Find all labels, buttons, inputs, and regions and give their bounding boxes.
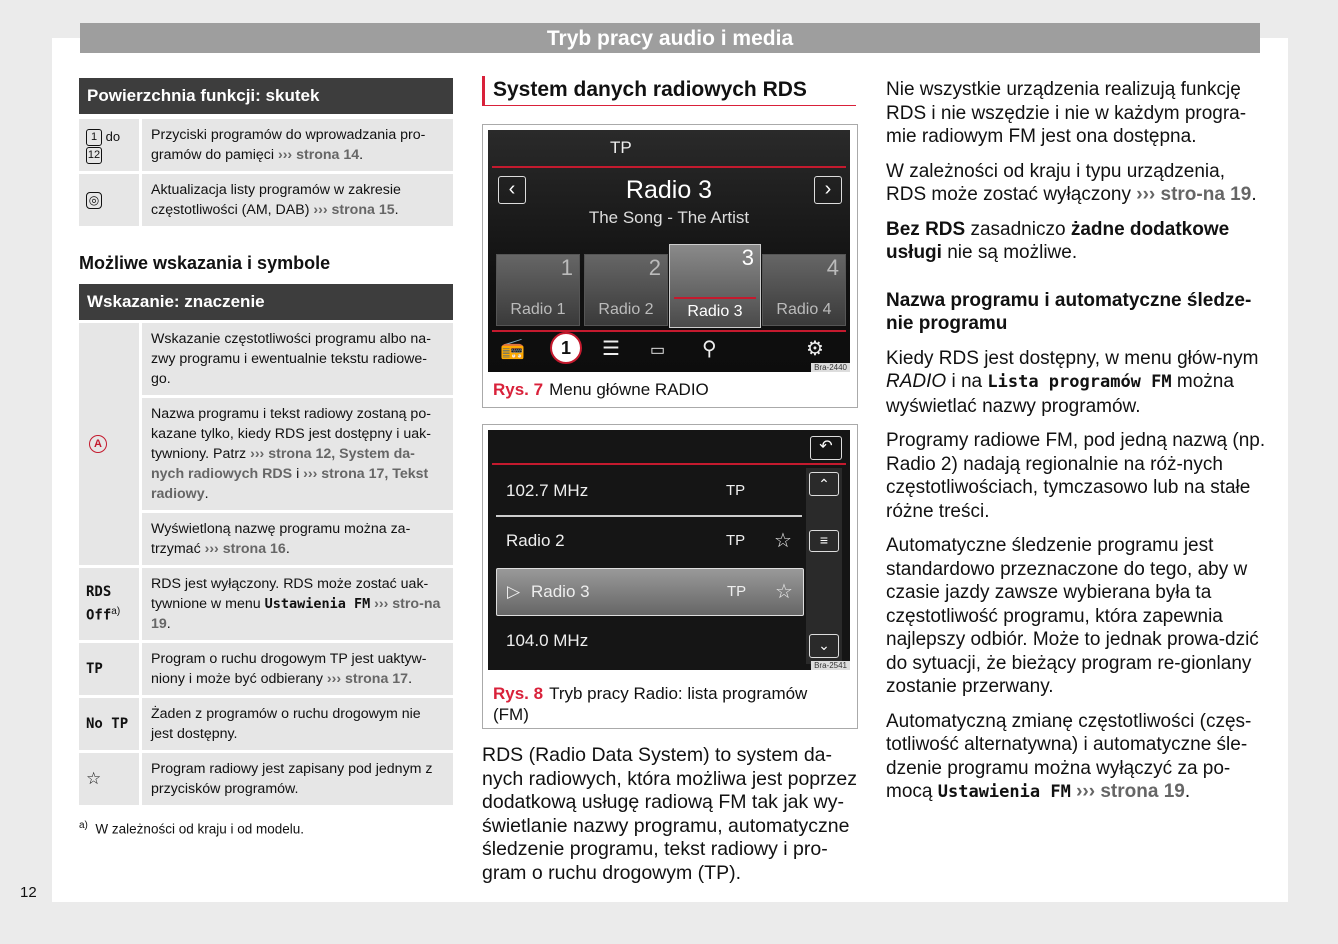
preset-tile[interactable] <box>584 254 668 326</box>
rds-description: RDS (Radio Data System) to system da-nych radiowych, która możliwa jest poprzez dodatkową usługę radiową FM tak jak wy-świetlanie nazwy programu, automatyczne śledzenie programu, tekst radiowy i pro-gram o ruchu drogowym (TP). <box>482 744 857 884</box>
page-reference: ››› strona 17 <box>326 671 409 687</box>
preset-tile[interactable] <box>496 254 580 326</box>
paragraph: Nie wszystkie urządzenia realizują funkcję RDS i nie wszędzie i nie w każdym progra-mie radiowym FM jest ona dostępna. <box>886 79 1247 147</box>
page-reference: ››› strona 17, Tekst radiowy <box>151 466 429 502</box>
paragraph-text: nie są możliwe. <box>941 242 1078 263</box>
no-tp-key: No TP <box>86 716 129 732</box>
row-text: Program o ruchu drogowym TP jest uaktyw-niony i może być odbierany <box>151 651 427 687</box>
preset-key-icon: 12 <box>86 147 102 164</box>
radio-source-icon[interactable]: 📻 <box>500 338 525 360</box>
divider <box>492 330 846 332</box>
subheading: Nazwa programu i automatyczne śledze-nie programu <box>886 289 1252 334</box>
station-label: 102.7 MHz <box>506 481 589 500</box>
bold-text: Bez RDS <box>886 218 966 240</box>
symbols-heading: Możliwe wskazania i symbole <box>79 253 331 273</box>
paragraph-text: i na <box>946 371 988 392</box>
presets-icon[interactable]: ▭ <box>650 342 666 359</box>
row-text-end: . <box>359 147 364 163</box>
menu-name: Ustawienia FM <box>264 596 371 612</box>
page-header: Tryb pracy audio i media <box>80 23 1260 53</box>
figure-caption: Tryb pracy Radio: lista programów (FM) <box>493 684 808 724</box>
functions-table <box>79 78 453 226</box>
station-label: 104.0 MHz <box>506 631 589 650</box>
row-text: Nazwa programu i tekst radiowy zostaną po-kazane tylko, kiedy RDS jest dostępny i uak-tywniony. Patrz <box>151 406 431 462</box>
tp-flag: TP <box>726 532 746 549</box>
station-name: Radio 3 <box>625 176 713 204</box>
preset-number: 4 <box>826 255 839 280</box>
table-row: RDS Off$^{a)}$ RDS jest wyłączony. RDS może zostać uak-tywnione w menu Ustawienia FM ››› stro-na 19. <box>79 565 453 640</box>
marker-a-icon: A <box>89 435 107 453</box>
selected-underline <box>674 297 756 299</box>
figure-number: Rys. 7 <box>493 380 544 399</box>
symbols-table <box>79 284 453 805</box>
functions-table-heading: Powierzchnia funkcji: skutek <box>79 78 453 114</box>
preset-number: 1 <box>560 255 573 280</box>
preset-tile-selected[interactable] <box>669 244 761 328</box>
paragraph-text: Kiedy RDS jest dostępny, w menu głów-nym <box>886 347 1259 369</box>
symbols-table-heading: Wskazanie: znaczenie <box>79 284 453 320</box>
row-text: Program radiowy jest zapisany pod jednym z przycisków programów. <box>139 753 453 805</box>
preset-number: 3 <box>741 245 754 270</box>
paragraph-text: Automatyczną zmianę częstotliwości (częs-totliwość alternatywna) i automatyczne śle-dzenie programu można wyłączyć za po-mocą <box>886 710 1252 802</box>
scroll-down-button[interactable]: ⌄ <box>809 634 839 658</box>
paragraph-text: można wyświetlać nazwy programów. <box>886 371 1234 417</box>
preset-label: Radio 4 <box>776 301 832 318</box>
preset-label: Radio 3 <box>687 303 743 320</box>
image-code: Bra-2541 <box>811 661 850 670</box>
table-row: A Wskazanie częstotliwości programu albo na-zwy programu i ewentualnie tekstu radiowe-go. Nazwa programu i tekst radiowy zostaną po-kazane tylko, kiedy RDS jest dostępny i uak-tywniony. Patrz ››› strona 12, System da-nych radiowych RDS i ››› strona 17, Tekst radiowy. Wyświetloną nazwę programu można za-trzymać ››› strona 16. <box>79 320 453 565</box>
table-row <box>79 114 453 171</box>
star-icon: ☆ <box>86 769 102 788</box>
scroll-handle-icon[interactable]: ≡ <box>809 530 839 552</box>
tp-flag: TP <box>726 482 746 499</box>
page-reference: ››› strona 16 <box>204 541 286 557</box>
row-text: Żaden z programów o ruchu drogowym nie jest dostępny. <box>139 698 453 750</box>
page-reference: ››› strona 12, System da-nych radiowych RDS <box>151 446 415 482</box>
menu-name: RADIO <box>886 371 947 392</box>
preset-label: Radio 2 <box>598 301 654 318</box>
list-item[interactable] <box>496 518 802 564</box>
page-number: 12 <box>20 884 37 901</box>
paragraph: W zależności od kraju i typu urządzenia, RDS może zostać wyłączony ››› stro-na 19. <box>886 160 1257 205</box>
row-text: Aktualizacja listy programów w zakresie częstotliwości (AM, DAB) <box>151 182 401 218</box>
paragraph: Automatyczne śledzenie programu jest standardowo przeznaczone do tego, aby w czasie jazdy zawsze wybierana była ta częstotliwość programu, która zapewnia najlepszy odbiór. Może to jednak prowa-dzić do sytuacji, że bieżący program re-gionlany zostanie przerwany. <box>886 535 1259 697</box>
paragraph-text: zasadniczo <box>965 218 1071 240</box>
station-list-screen <box>488 430 850 670</box>
station-label: Radio 3 <box>531 582 590 601</box>
preset-number: 2 <box>648 255 661 280</box>
paragraph-text: . <box>1184 781 1191 802</box>
section-title: System danych radiowych RDS <box>482 76 856 106</box>
page-reference: ››› strona 19 <box>1070 781 1185 802</box>
key-range-word: do <box>105 128 121 144</box>
list-item-selected[interactable] <box>496 568 804 616</box>
prev-station-button[interactable]: ‹ <box>498 176 526 204</box>
table-row: TP Program o ruchu drogowym TP jest uaktyw-niony i może być odbierany ››› strona 17. <box>79 640 453 695</box>
next-station-button[interactable]: › <box>814 176 842 204</box>
menu-name: Ustawienia FM <box>937 782 1071 802</box>
tp-key: TP <box>86 661 103 677</box>
preset-key-icon: 1 <box>86 129 102 146</box>
footnote-mark: a) <box>79 820 88 831</box>
paragraph-text: W zależności od kraju i typu urządzenia, RDS może zostać wyłączony <box>886 160 1225 205</box>
radio-button-icon: ◎ <box>86 192 102 209</box>
row-text: Wyświetloną nazwę programu można za-trzymać <box>151 521 411 557</box>
right-column <box>886 78 1266 816</box>
preset-label: Radio 1 <box>510 301 566 318</box>
station-label: Radio 2 <box>506 531 565 550</box>
row-text: RDS jest wyłączony. RDS może zostać uak-tywnione w menu <box>151 576 429 612</box>
paragraph: Programy radiowe FM, pod jedną nazwą (np. Radio 2) nadają regionalnie na róż-nych częstotliwościach, tymczasowo lub na stałe różne treści. <box>886 430 1266 522</box>
paragraph <box>886 347 1266 419</box>
divider <box>492 166 846 168</box>
divider <box>496 515 802 517</box>
figure-caption: Menu główne RADIO <box>549 380 709 399</box>
table-row <box>79 171 453 226</box>
figure-number: Rys. 8 <box>493 684 544 703</box>
tp-flag: TP <box>727 583 747 600</box>
callout-marker: 1 <box>550 332 582 364</box>
radio-main-screen <box>488 130 850 372</box>
star-icon[interactable]: ☆ <box>774 530 792 552</box>
list-item[interactable] <box>496 468 802 514</box>
row-text-end: . <box>394 202 399 218</box>
settings-icon[interactable]: ⚙ <box>806 338 824 360</box>
row-text-join: i <box>292 466 304 482</box>
row-text: Wskazanie częstotliwości programu albo na-zwy programu i ewentualnie tekstu radiowe-go. <box>151 331 431 387</box>
bold-text: żadne dodatkowe usługi <box>886 218 1230 263</box>
station-list-icon[interactable]: ☰ <box>602 338 620 360</box>
star-icon[interactable]: ☆ <box>775 581 793 603</box>
footnote-text: W zależności od kraju i od modelu. <box>95 821 305 837</box>
row-text: Przyciski programów do wprowadzania pro-gramów do pamięci <box>151 127 426 163</box>
preset-tile[interactable] <box>762 254 846 326</box>
page-reference: ››› stro-na 19 <box>151 596 441 632</box>
paragraph <box>886 710 1266 805</box>
footnote-mark: a) <box>111 606 121 618</box>
manual-tuning-icon[interactable]: ⚲ <box>702 338 717 360</box>
scroll-up-button[interactable]: ⌃ <box>809 472 839 496</box>
table-row <box>79 750 453 805</box>
list-item[interactable] <box>496 618 802 664</box>
radio-text: The Song - The Artist <box>588 208 750 227</box>
image-code: Bra-2440 <box>811 363 850 372</box>
back-button[interactable]: ↶ <box>810 436 842 460</box>
page-reference: ››› strona 14 <box>277 147 360 163</box>
play-icon: ▷ <box>507 582 521 601</box>
divider <box>492 463 846 465</box>
menu-name: Lista programów FM <box>987 372 1172 392</box>
footnote <box>79 820 304 837</box>
page-reference: ››› stro-na 19 <box>1136 184 1252 205</box>
scrollbar[interactable] <box>806 468 842 664</box>
paragraph <box>886 218 1266 265</box>
tp-indicator: TP <box>610 138 632 157</box>
table-row <box>79 695 453 750</box>
rds-off-key: RDS Off <box>86 584 112 624</box>
page-reference: ››› strona 15 <box>313 202 395 218</box>
